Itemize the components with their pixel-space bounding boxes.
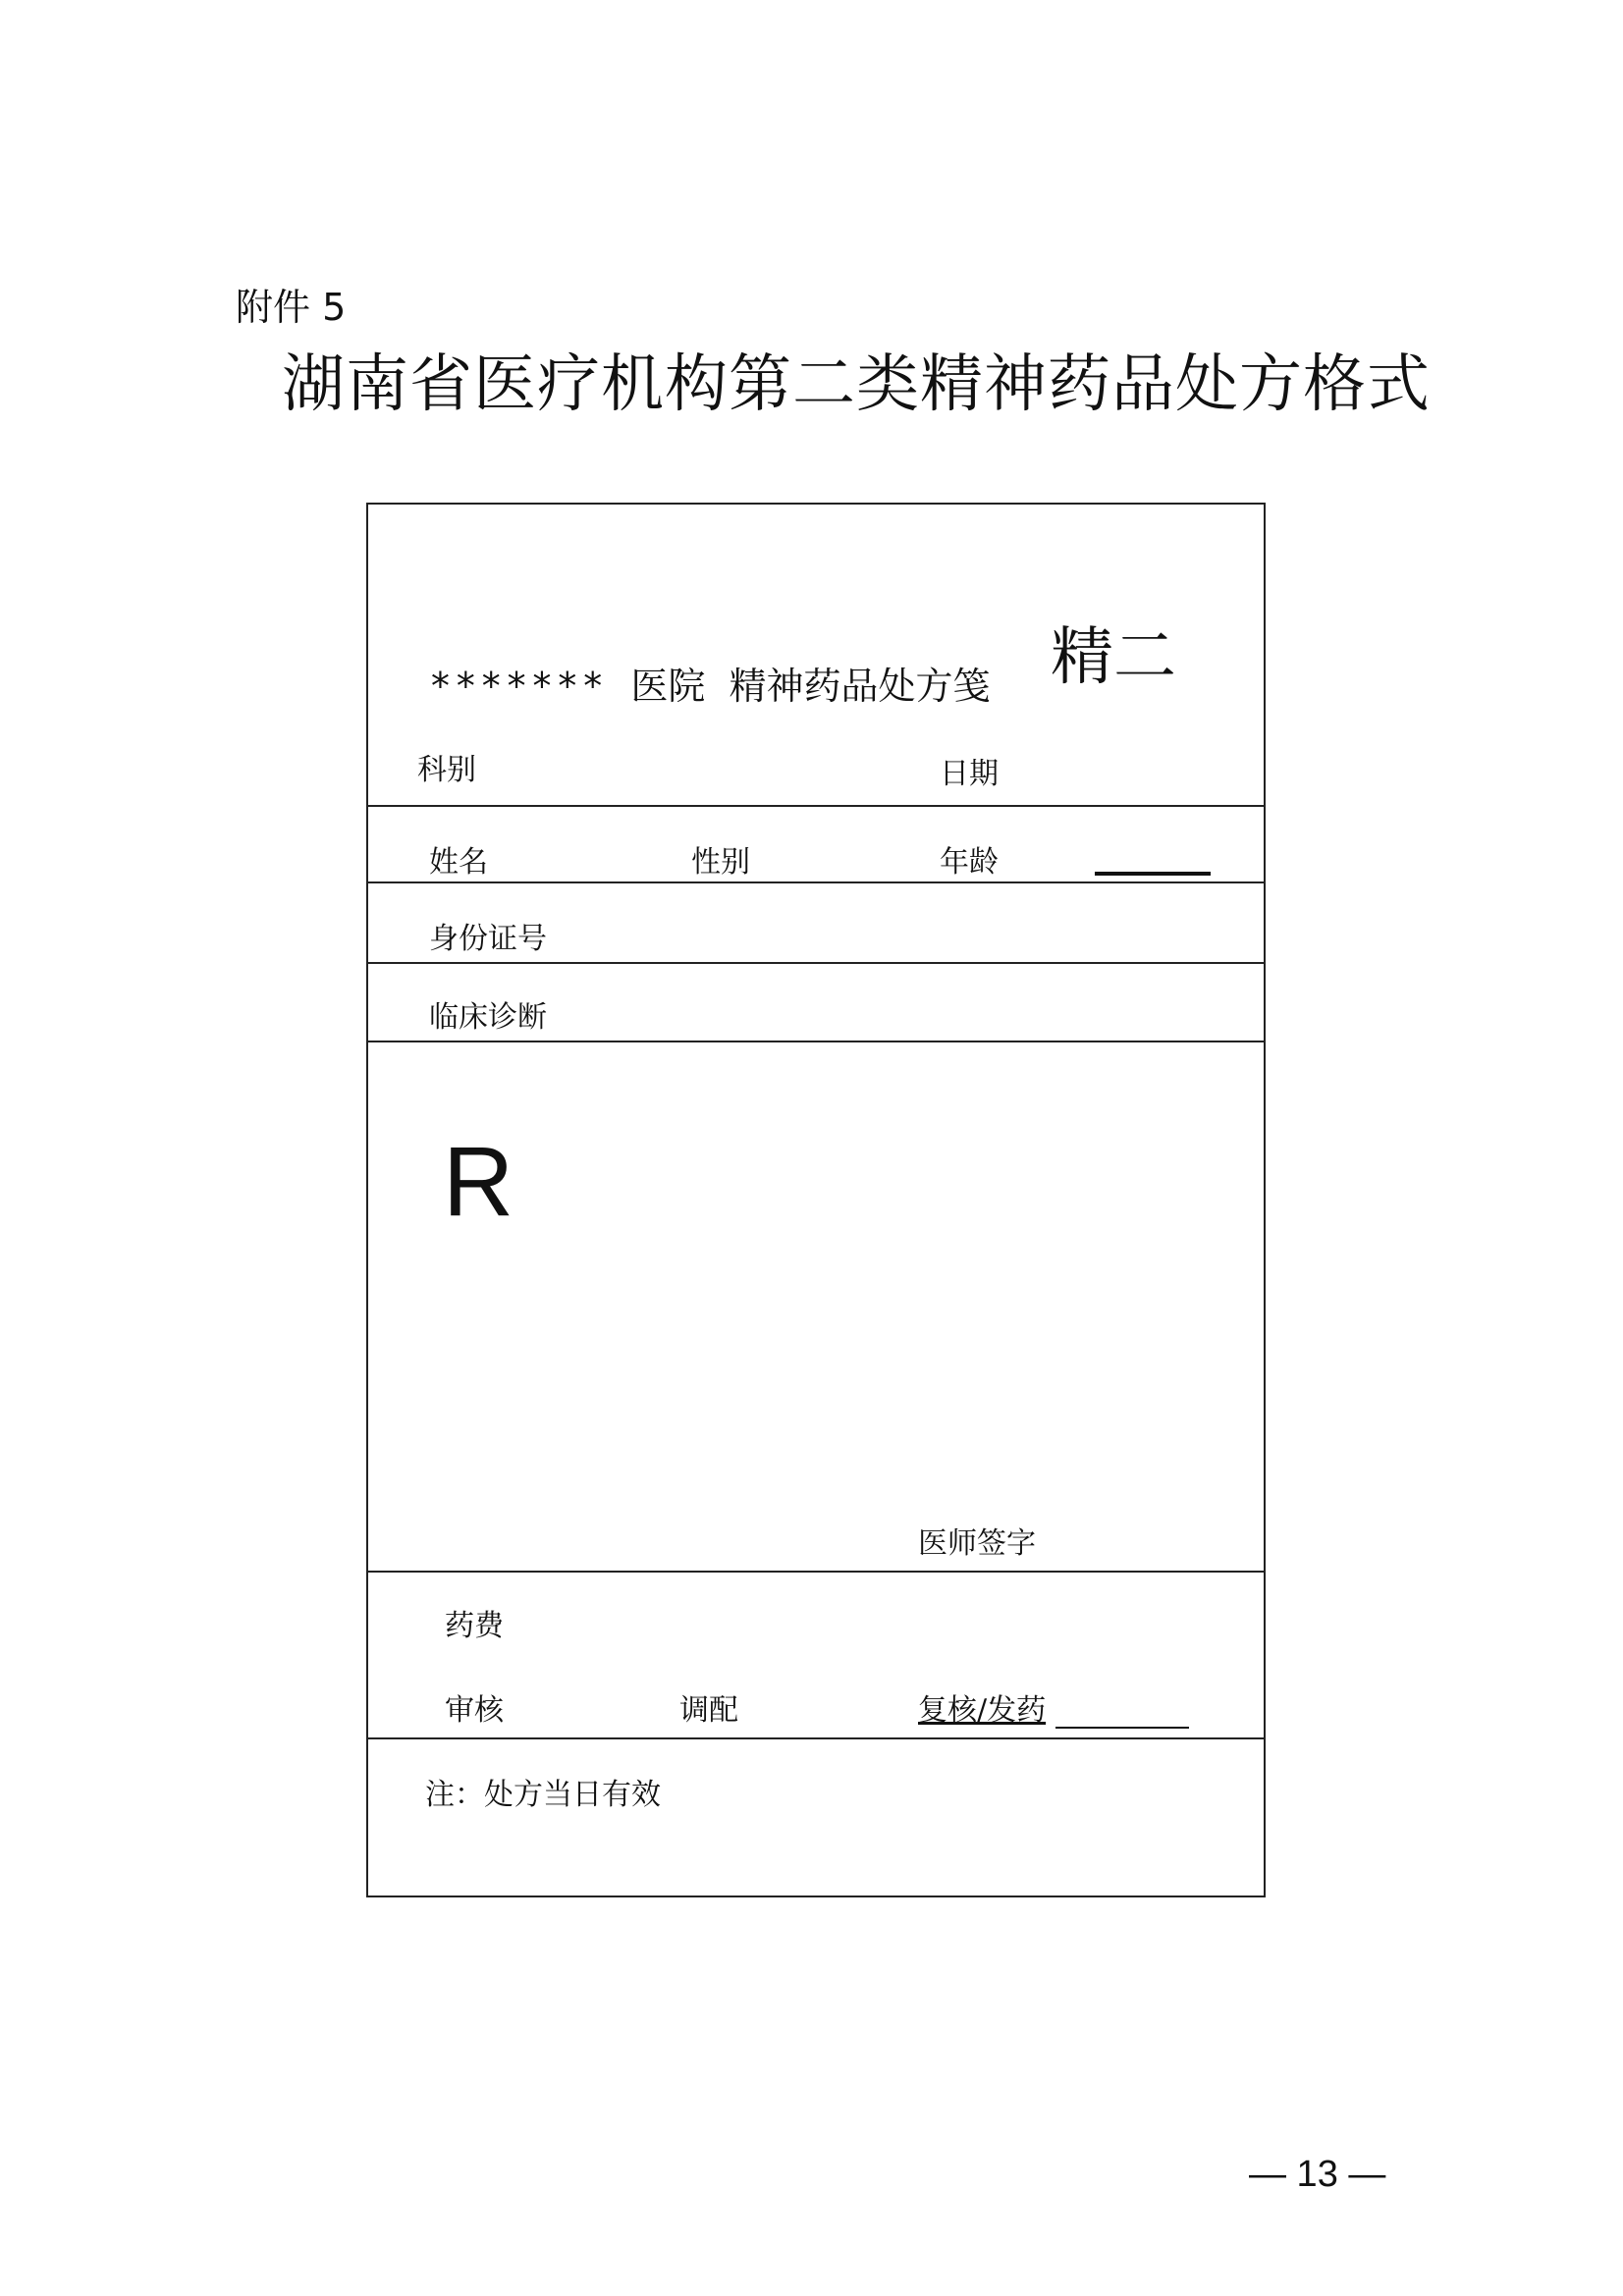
row-divider	[368, 1041, 1264, 1042]
row-divider	[368, 962, 1264, 964]
page-number: — 13 —	[1249, 2154, 1386, 2195]
dispense-label: 调配	[679, 1693, 738, 1728]
review-label: 审核	[445, 1693, 504, 1728]
recheck-underline	[1055, 1727, 1189, 1729]
row-divider	[368, 805, 1264, 807]
sex-label: 性别	[691, 845, 750, 880]
id-number-label: 身份证号	[429, 922, 547, 956]
form-name: 精神药品处方笺	[729, 665, 991, 708]
category-mark: 精二	[1051, 621, 1176, 694]
name-label: 姓名	[429, 845, 488, 880]
department-label: 科别	[417, 753, 476, 787]
row-divider	[368, 1571, 1264, 1573]
row-divider	[368, 1737, 1264, 1739]
hospital-heading	[429, 665, 991, 708]
row-divider	[368, 881, 1264, 883]
validity-note: 注：处方当日有效	[425, 1778, 661, 1812]
age-underline	[1095, 872, 1211, 876]
rx-symbol: R	[443, 1127, 514, 1237]
age-label: 年龄	[940, 845, 999, 880]
page-title: 湖南省医疗机构第二类精神药品处方格式	[282, 348, 1431, 421]
attachment-label: 附件 5	[236, 286, 347, 329]
drug-fee-label: 药费	[445, 1609, 504, 1643]
hospital-name-placeholder: *******	[429, 665, 608, 708]
hospital-label: 医院	[630, 665, 706, 708]
date-label: 日期	[940, 757, 999, 791]
diagnosis-label: 临床诊断	[429, 1000, 547, 1035]
recheck-issue-label: 复核/发药	[918, 1693, 1047, 1728]
prescription-form	[366, 503, 1266, 1897]
doctor-signature-label: 医师签字	[918, 1526, 1036, 1561]
